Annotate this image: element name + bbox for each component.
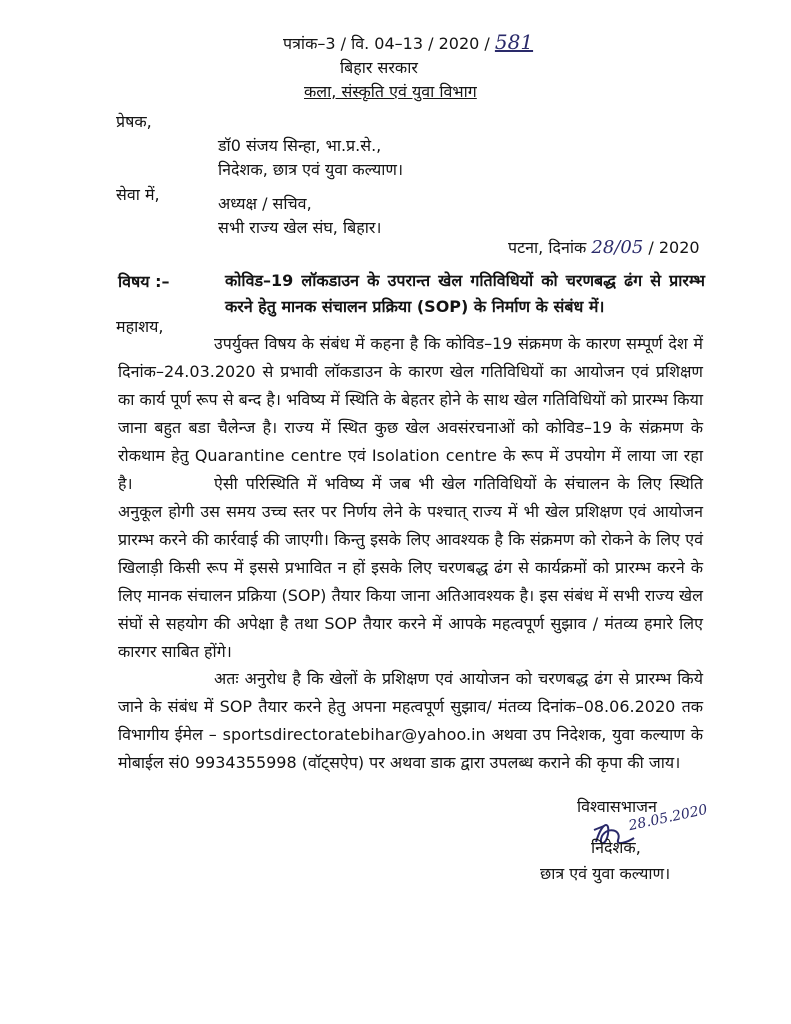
closing-designation: निदेशक, bbox=[591, 838, 641, 857]
salutation: महाशय, bbox=[116, 317, 164, 336]
sender-name: डॉ0 संजय सिन्हा, भा.प्र.से., bbox=[218, 136, 382, 155]
closing-department: छात्र एवं युवा कल्याण। bbox=[540, 864, 671, 883]
letter-number-handwritten: 581 bbox=[494, 30, 534, 54]
letter-date bbox=[508, 236, 700, 258]
recipient-label: सेवा में, bbox=[116, 185, 160, 204]
signature-date: 28.05.2020 bbox=[627, 801, 709, 835]
subject-label: विषय :– bbox=[118, 272, 170, 291]
date-handwritten: 28/05 bbox=[591, 237, 644, 258]
date-year: / 2020 bbox=[648, 238, 700, 257]
government-name: बिहार सरकार bbox=[340, 58, 418, 77]
subject-text: कोविड–19 लॉकडाउन के उपरान्त खेल गतिविधियों को चरणबद्ध ढंग से प्रारम्भ करने हेतु मानक संचालन प्रक्रिया (SOP) के निर्माण के संबंध में। bbox=[225, 271, 705, 316]
recipient-org: सभी राज्य खेल संघ, बिहार। bbox=[218, 218, 382, 237]
recipient-designation: अध्यक्ष / सचिव, bbox=[218, 194, 312, 213]
body-paragraph-1: उपर्युक्त विषय के संबंध में कहना है कि कोविड–19 संक्रमण के कारण सम्पूर्ण देश में दिनांक–24.03.2020 से प्रभावी लॉकडाउन के कारण खेल गतिविधियों का आयोजन एवं प्रशिक्षण का कार्य पूर्ण रूप से बन्द है। भविष्य में स्थिति के बेहतर होने के साथ खेल गतिविधियों को प्रारम्भ किया जाना बहुत बडा चैलेन्ज है। राज्य में स्थित कुछ खेल अवसंरचनाओं को कोविड–19 के संक्रमण के रोकथाम हेतु Quarantine centre एवं Isolation centre के रूप में उपयोग में लाया जा रहा है। bbox=[118, 334, 703, 493]
department-name: कला, संस्कृति एवं युवा विभाग bbox=[304, 82, 477, 101]
closing-regards: विश्वासभाजन bbox=[577, 797, 657, 816]
body-paragraph-3: अतः अनुरोध है कि खेलों के प्रशिक्षण एवं आयोजन को चरणबद्ध ढंग से प्रारम्भ किये जाने के संबंध में SOP तैयार करने हेतु अपना महत्वपूर्ण सुझाव/ मंतव्य दिनांक–08.06.2020 तक विभागीय ईमेल – sportsdirectoratebihar@yahoo.in अथवा उप निदेशक, युवा कल्याण के मोबाईल सं0 9934355998 (वॉट्सऐप) पर अथवा डाक द्वारा उपलब्ध कराने की कृपा की जाय। bbox=[118, 669, 703, 772]
sender-designation: निदेशक, छात्र एवं युवा कल्याण। bbox=[218, 160, 404, 179]
date-prefix: पटना, दिनांक bbox=[508, 238, 587, 257]
letter-number bbox=[283, 30, 533, 54]
body-paragraph-2: ऐसी परिस्थिति में भविष्य में जब भी खेल गतिविधियों के संचालन के लिए स्थिति अनुकूल होगी उस समय उच्च स्तर पर निर्णय लेने के पश्चात् राज्य में भी खेल प्रशिक्षण एवं आयोजन प्रारम्भ करने की कार्रवाई की जाएगी। किन्तु इसके लिए आवश्यक है कि संक्रमण को रोकने के लिए एवं खिलाड़ी किसी रूप में इससे प्रभावित न हों इसके लिए चरणबद्ध ढंग से कार्यक्रमों को प्रारम्भ करने के लिए मानक संचालन प्रक्रिया (SOP) तैयार किया जाना अतिआवश्यक है। इस संबंध में सभी राज्य खेल संघों से सहयोग की अपेक्षा है तथा SOP तैयार करने में आपके महत्वपूर्ण सुझाव / मंतव्य हमारे लिए कारगर साबित होंगे। bbox=[118, 474, 703, 661]
sender-label: प्रेषक, bbox=[116, 112, 152, 131]
letter-number-text: पत्रांक–3 / वि. 04–13 / 2020 / bbox=[283, 34, 490, 53]
